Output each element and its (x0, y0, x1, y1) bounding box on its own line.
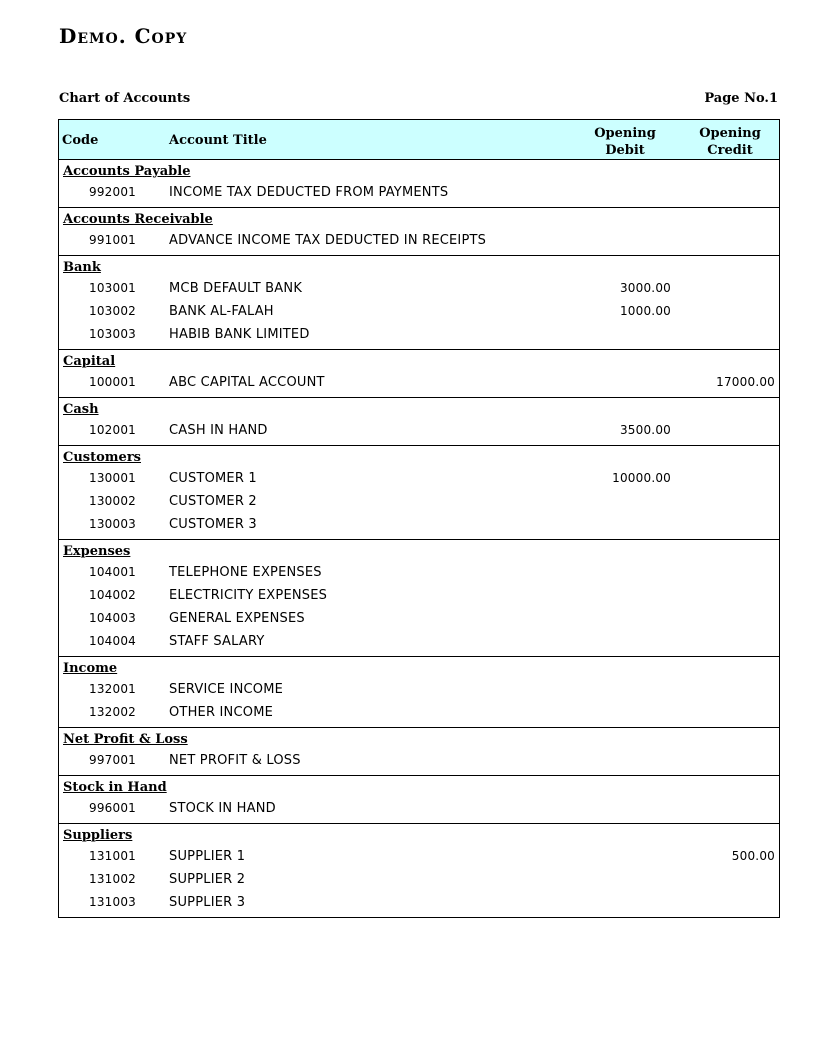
account-title: NET PROFIT & LOSS (169, 753, 301, 768)
account-code: 131003 (89, 895, 137, 909)
group-name: Suppliers (63, 828, 133, 843)
table-row (59, 562, 779, 585)
account-title: ADVANCE INCOME TAX DEDUCTED IN RECEIPTS (169, 233, 487, 248)
header-opening-credit-line1: Opening (699, 126, 761, 141)
account-code: 104002 (89, 588, 137, 602)
group-header (59, 446, 779, 468)
group-header (59, 350, 779, 372)
account-code: 131002 (89, 872, 137, 886)
header-code: Code (62, 133, 99, 148)
header-opening-debit-line2: Debit (605, 143, 645, 158)
account-title: STOCK IN HAND (169, 801, 276, 816)
account-code: 130003 (89, 517, 137, 531)
table-row (59, 750, 779, 773)
company-name: Demo. Copy (59, 24, 188, 48)
group-header (59, 776, 779, 798)
header-opening-credit-line2: Credit (707, 143, 753, 158)
page-number: Page No.1 (704, 91, 778, 106)
account-code: 103003 (89, 327, 137, 341)
account-code: 104004 (89, 634, 137, 648)
table-header (58, 119, 780, 160)
account-debit: 3000.00 (619, 281, 671, 295)
account-group (59, 824, 779, 918)
account-title: INCOME TAX DEDUCTED FROM PAYMENTS (169, 185, 449, 200)
table-row (59, 324, 779, 347)
group-header (59, 728, 779, 750)
account-debit: 3500.00 (619, 423, 671, 437)
group-name: Cash (63, 402, 99, 417)
group-header (59, 824, 779, 846)
report-title: Chart of Accounts (59, 91, 191, 106)
group-name: Accounts Payable (63, 164, 191, 179)
account-group (59, 398, 779, 446)
table-row (59, 468, 779, 491)
group-name: Net Profit & Loss (63, 732, 188, 747)
table-row (59, 892, 779, 915)
account-group (59, 728, 779, 776)
group-header (59, 657, 779, 679)
account-group (59, 657, 779, 728)
account-title: SUPPLIER 3 (169, 895, 246, 910)
header-opening-debit-line1: Opening (594, 126, 656, 141)
account-credit: 500.00 (731, 849, 775, 863)
table-row (59, 301, 779, 324)
group-header (59, 160, 779, 182)
account-group (59, 776, 779, 824)
account-code: 104001 (89, 565, 137, 579)
account-groups (58, 160, 780, 918)
account-code: 992001 (89, 185, 137, 199)
group-name: Expenses (63, 544, 131, 559)
group-name: Stock in Hand (63, 780, 167, 795)
group-name: Accounts Receivable (63, 212, 213, 227)
table-row (59, 372, 779, 395)
account-debit: 10000.00 (612, 471, 671, 485)
account-title: SERVICE INCOME (169, 682, 284, 697)
account-title: MCB DEFAULT BANK (169, 281, 303, 296)
group-header (59, 256, 779, 278)
table-row (59, 846, 779, 869)
account-code: 100001 (89, 375, 137, 389)
group-header (59, 398, 779, 420)
table-row (59, 631, 779, 654)
account-title: CASH IN HAND (169, 423, 268, 438)
table-row (59, 702, 779, 725)
account-group (59, 540, 779, 657)
table-row (59, 608, 779, 631)
account-group (59, 256, 779, 350)
account-code: 991001 (89, 233, 137, 247)
table-row (59, 585, 779, 608)
account-title: ELECTRICITY EXPENSES (169, 588, 328, 603)
table-row (59, 491, 779, 514)
account-title: GENERAL EXPENSES (169, 611, 305, 626)
account-credit: 17000.00 (716, 375, 775, 389)
table-row (59, 278, 779, 301)
account-title: TELEPHONE EXPENSES (169, 565, 322, 580)
account-code: 103001 (89, 281, 137, 295)
table-row (59, 679, 779, 702)
account-code: 103002 (89, 304, 137, 318)
account-code: 132001 (89, 682, 137, 696)
account-code: 130002 (89, 494, 137, 508)
account-title: SUPPLIER 2 (169, 872, 246, 887)
account-debit: 1000.00 (619, 304, 671, 318)
account-code: 104003 (89, 611, 137, 625)
account-group (59, 446, 779, 540)
table-row (59, 230, 779, 253)
account-group (59, 160, 779, 208)
group-name: Income (63, 661, 118, 676)
account-title: SUPPLIER 1 (169, 849, 246, 864)
account-code: 997001 (89, 753, 137, 767)
table-row (59, 798, 779, 821)
accounts-table (58, 119, 780, 918)
group-name: Bank (63, 260, 101, 275)
header-account-title: Account Title (169, 133, 267, 148)
account-code: 102001 (89, 423, 137, 437)
table-row (59, 182, 779, 205)
account-title: CUSTOMER 3 (169, 517, 257, 532)
account-title: ABC CAPITAL ACCOUNT (169, 375, 325, 390)
group-name: Capital (63, 354, 116, 369)
account-title: CUSTOMER 1 (169, 471, 257, 486)
account-group (59, 208, 779, 256)
group-header (59, 540, 779, 562)
account-title: STAFF SALARY (169, 634, 265, 649)
group-name: Customers (63, 450, 141, 465)
table-row (59, 420, 779, 443)
account-code: 131001 (89, 849, 137, 863)
account-title: HABIB BANK LIMITED (169, 327, 310, 342)
table-row (59, 869, 779, 892)
account-code: 132002 (89, 705, 137, 719)
account-title: OTHER INCOME (169, 705, 274, 720)
account-title: BANK AL-FALAH (169, 304, 274, 319)
account-group (59, 350, 779, 398)
header-opening-credit (683, 125, 777, 159)
table-row (59, 514, 779, 537)
account-title: CUSTOMER 2 (169, 494, 257, 509)
account-code: 996001 (89, 801, 137, 815)
account-code: 130001 (89, 471, 137, 485)
header-opening-debit (577, 125, 673, 159)
group-header (59, 208, 779, 230)
